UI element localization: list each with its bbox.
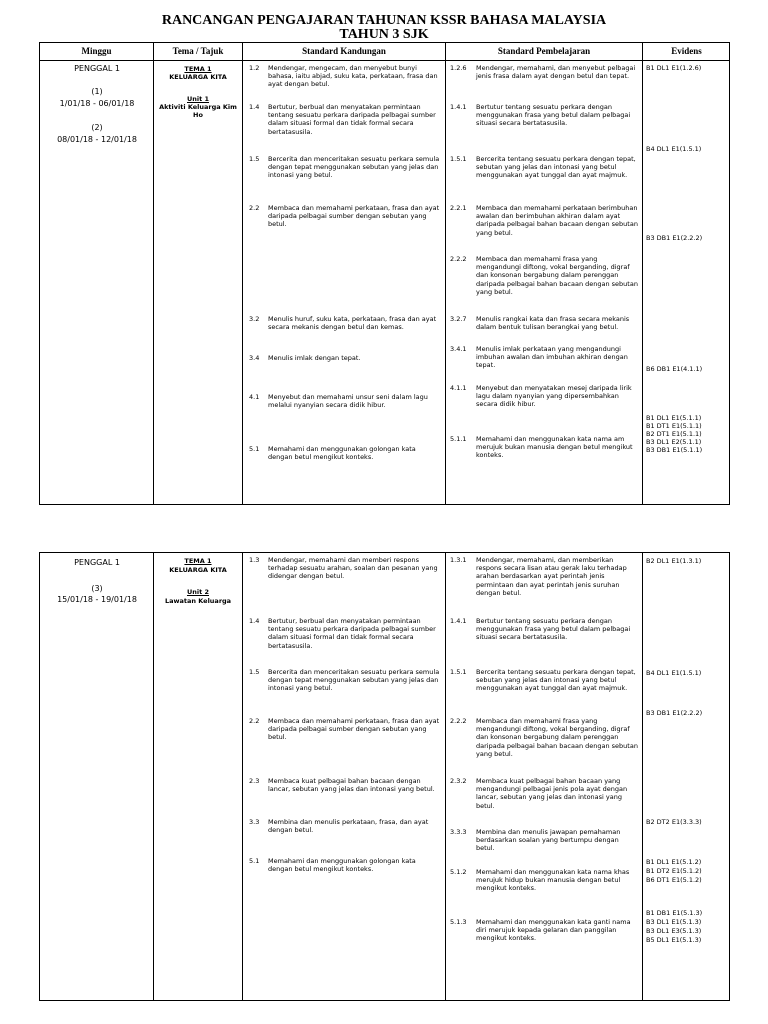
sp-text: Bertutur tentang sesuatu perkara dengan menggunakan frasa yang betul dalam pelbagai situasi secara bertatasusila. <box>476 617 631 642</box>
sp-text: Mendengar, memahami, dan memberikan respons secara lisan atau gerak laku terhadap arahan berdasarkan ayat perintah jenis permintaan dan ayat perintah jenis suruhan dengan betul. <box>476 556 627 597</box>
evidens-item: B3 DB1 E1(2.2.2) <box>646 709 703 717</box>
col-divider <box>642 42 643 505</box>
evidens-item: B3 DL1 E2(5.1.1) <box>646 438 702 446</box>
sk-text: Bertutur, berbual dan menyatakan permintaan tentang sesuatu perkara daripada pelbagai sumber dalam situasi formal dan tidak formal secara bertatasusila. <box>268 617 436 650</box>
tema-label: TEMA 1 <box>184 557 212 565</box>
sp-text: Menulis rangkai kata dan frasa secara mekanis dalam bentuk tulisan berangkai yang betul. <box>476 315 630 332</box>
unit-name: Lawatan Keluarga <box>164 597 232 605</box>
doc-title-line2: TAHUN 3 SJK <box>339 27 429 42</box>
sk-text: Memahami dan menggunakan golongan kata dengan betul mengikut konteks. <box>268 857 416 874</box>
sp-text: Memahami dan menggunakan kata nama khas merujuk hidup bukan manusia dengan betul mengikut konteks. <box>476 868 630 893</box>
col-header-evidens: Evidens <box>671 46 702 56</box>
evidens-item: B6 DB1 E1(4.1.1) <box>646 365 703 373</box>
sk-code: 1.4 <box>249 103 260 111</box>
evidens-item: B6 DT1 E1(5.1.2) <box>646 876 702 884</box>
sk-code: 1.4 <box>249 617 260 625</box>
sk-text: Membaca dan memahami perkataan, frasa dan ayat daripada pelbagai sumber dengan sebutan yang betul. <box>268 717 440 742</box>
sp-code: 2.3.2 <box>450 777 467 785</box>
evidens-item: B1 DB1 E1(5.1.3) <box>646 909 703 917</box>
evidens-item: B2 DL1 E1(1.3.1) <box>646 557 702 565</box>
sp-code: 2.2.2 <box>450 255 467 263</box>
sp-code: 5.1.3 <box>450 918 467 926</box>
sp-code: 1.3.1 <box>450 556 467 564</box>
evidens-item: B2 DT2 E1(3.3.3) <box>646 818 702 826</box>
sp-code: 1.5.1 <box>450 155 467 163</box>
sp-text: Menyebut dan menyatakan mesej daripada lirik lagu dalam nyanyian yang dipersembahkan secara didik hibur. <box>476 384 632 409</box>
evidens-item: B1 DL1 E1(5.1.2) <box>646 858 702 866</box>
evidens-item: B1 DT2 E1(5.1.2) <box>646 867 702 875</box>
week-number: (1) <box>91 87 103 96</box>
evidens-item: B3 DL1 E1(5.1.3) <box>646 918 702 926</box>
sp-text: Memahami dan menggunakan kata nama am merujuk bukan manusia dengan betul mengikut konteks. <box>476 435 633 460</box>
sp-text: Membina dan menulis jawapan pemahaman berdasarkan soalan yang bertumpu dengan betul. <box>476 828 621 853</box>
sk-code: 2.2 <box>249 204 260 212</box>
sp-code: 1.5.1 <box>450 668 467 676</box>
week-dates: 1/01/18 - 06/01/18 <box>59 99 135 108</box>
sk-code: 2.3 <box>249 777 260 785</box>
unit-name: Aktiviti Keluarga Kim Ho <box>159 103 237 119</box>
sp-code: 5.1.2 <box>450 868 467 876</box>
tema-name: KELUARGA KITA <box>169 73 227 81</box>
evidens-item: B2 DT1 E1(5.1.1) <box>646 430 702 438</box>
sp-text: Mendengar, memahami, dan menyebut pelbagai jenis frasa dalam ayat dengan betul dan tepat. <box>476 64 636 81</box>
sk-text: Menulis imlak dengan tepat. <box>268 354 361 362</box>
sk-code: 5.1 <box>249 857 260 865</box>
sk-text: Membaca kuat pelbagai bahan bacaan dengan lancar, sebutan yang jelas dan intonasi yang betul. <box>268 777 435 794</box>
col-divider <box>445 552 446 1001</box>
sk-text: Mendengar, mengecam, dan menyebut bunyi bahasa, iaitu abjad, suku kata, perkataan, frasa dan ayat dengan betul. <box>268 64 438 89</box>
evidens-item: B1 DT1 E1(5.1.1) <box>646 422 702 430</box>
sk-text: Bertutur, berbual dan menyatakan permintaan tentang sesuatu perkara daripada pelbagai sumber dalam situasi formal dan tidak formal secara bertatasusila. <box>268 103 436 136</box>
week-number: (2) <box>91 123 103 132</box>
evidens-item: B1 DL1 E1(1.2.6) <box>646 64 702 72</box>
tema-name: KELUARGA KITA <box>169 566 227 574</box>
sk-text: Membina dan menulis perkataan, frasa, dan ayat dengan betul. <box>268 818 429 835</box>
sp-code: 2.2.1 <box>450 204 467 212</box>
evidens-item: B3 DB1 E1(5.1.1) <box>646 446 703 454</box>
sp-text: Bertutur tentang sesuatu perkara dengan menggunakan frasa yang betul dalam pelbagai situasi secara bertatasusila. <box>476 103 631 128</box>
sp-code: 4.1.1 <box>450 384 467 392</box>
sp-code: 3.4.1 <box>450 345 467 353</box>
sk-code: 1.3 <box>249 556 260 564</box>
unit-label: Unit 1 <box>186 95 210 103</box>
evidens-item: B4 DL1 E1(1.5.1) <box>646 145 702 153</box>
sp-text: Bercerita tentang sesuatu perkara dengan tepat, sebutan yang jelas dan intonasi yang betul menggunakan ayat tunggal dan ayat majmuk. <box>476 668 636 693</box>
evidens-item: B5 DL1 E1(5.1.3) <box>646 936 702 944</box>
sk-text: Mendengar, memahami dan memberi respons terhadap sesuatu arahan, soalan dan pesanan yang didengar dengan betul. <box>268 556 438 581</box>
sk-code: 1.2 <box>249 64 260 72</box>
penggal-label: PENGGAL 1 <box>74 558 120 567</box>
evidens-item: B4 DL1 E1(1.5.1) <box>646 669 702 677</box>
sp-code: 1.4.1 <box>450 103 467 111</box>
week-dates: 15/01/18 - 19/01/18 <box>57 595 137 604</box>
sk-text: Menyebut dan memahami unsur seni dalam lagu melalui nyanyian secara didik hibur. <box>268 393 428 410</box>
sk-text: Memahami dan menggunakan golongan kata dengan betul mengikut konteks. <box>268 445 416 462</box>
col-header-tema: Tema / Tajuk <box>172 46 224 56</box>
week-dates: 08/01/18 - 12/01/18 <box>57 135 137 144</box>
col-divider <box>242 42 243 505</box>
header-separator <box>39 60 730 61</box>
evidens-item: B3 DL1 E3(5.1.3) <box>646 927 702 935</box>
col-divider <box>153 42 154 505</box>
sk-code: 1.5 <box>249 668 260 676</box>
sp-code: 1.2.6 <box>450 64 467 72</box>
doc-title-line1: RANCANGAN PENGAJARAN TAHUNAN KSSR BAHASA MALAYSIA <box>161 13 607 28</box>
col-divider <box>153 552 154 1001</box>
sp-text: Membaca dan memahami perkataan berimbuhan awalan dan berimbuhan akhiran dalam ayat daripada pelbagai bahan bacaan dengan sebutan yang betul. <box>476 204 638 237</box>
sk-code: 3.3 <box>249 818 260 826</box>
sp-code: 3.2.7 <box>450 315 467 323</box>
sk-code: 3.4 <box>249 354 260 362</box>
sp-text: Memahami dan menggunakan kata ganti nama diri merujuk kepada gelaran dan panggilan mengikut konteks. <box>476 918 631 943</box>
sk-code: 2.2 <box>249 717 260 725</box>
col-divider <box>445 42 446 505</box>
evidens-item: B3 DB1 E1(2.2.2) <box>646 234 703 242</box>
sk-code: 5.1 <box>249 445 260 453</box>
sk-code: 3.2 <box>249 315 260 323</box>
sk-text: Bercerita dan menceritakan sesuatu perkara semula dengan tepat menggunakan sebutan yang jelas dan intonasi yang betul. <box>268 155 440 180</box>
sp-code: 1.4.1 <box>450 617 467 625</box>
evidens-item: B1 DL1 E1(5.1.1) <box>646 414 702 422</box>
unit-label: Unit 2 <box>186 588 210 596</box>
sp-code: 2.2.2 <box>450 717 467 725</box>
sp-text: Bercerita tentang sesuatu perkara dengan tepat, sebutan yang jelas dan intonasi yang betul menggunakan ayat tunggal dan ayat majmuk. <box>476 155 636 180</box>
col-header-minggu: Minggu <box>81 46 112 56</box>
sk-code: 4.1 <box>249 393 260 401</box>
penggal-label: PENGGAL 1 <box>74 64 120 73</box>
sk-text: Menulis huruf, suku kata, perkataan, frasa dan ayat secara mekanis dengan betul dan kemas. <box>268 315 437 332</box>
sp-code: 3.3.3 <box>450 828 467 836</box>
sp-text: Membaca dan memahami frasa yang mengandungi diftong, vokal berganding, digraf dan konsonan bergabung dalam perenggan daripada pelbagai bahan bacaan dengan sebutan yang betul. <box>476 255 638 296</box>
sk-text: Membaca dan memahami perkataan, frasa dan ayat daripada pelbagai sumber dengan sebutan yang betul. <box>268 204 440 229</box>
sp-text: Membaca kuat pelbagai bahan bacaan yang mengandungi pelbagai jenis pola ayat dengan lancar, sebutan yang jelas dan intonasi yang betul. <box>476 777 628 810</box>
sp-text: Membaca dan memahami frasa yang mengandungi diftong, vokal berganding, digraf dan konsonan bergabung dalam perenggan daripada pelbagai bahan bacaan dengan sebutan yang betul. <box>476 717 638 758</box>
col-divider <box>642 552 643 1001</box>
col-header-standard-kandungan: Standard Kandungan <box>302 46 386 56</box>
week-number: (3) <box>91 584 103 593</box>
tema-label: TEMA 1 <box>184 65 212 73</box>
sp-text: Menulis imlak perkataan yang mengandungi imbuhan awalan dan imbuhan akhiran dengan tepat. <box>476 345 628 370</box>
sp-code: 5.1.1 <box>450 435 467 443</box>
sk-code: 1.5 <box>249 155 260 163</box>
col-header-standard-pembelajaran: Standard Pembelajaran <box>497 46 591 56</box>
sk-text: Bercerita dan menceritakan sesuatu perkara semula dengan tepat menggunakan sebutan yang jelas dan intonasi yang betul. <box>268 668 440 693</box>
col-divider <box>242 552 243 1001</box>
